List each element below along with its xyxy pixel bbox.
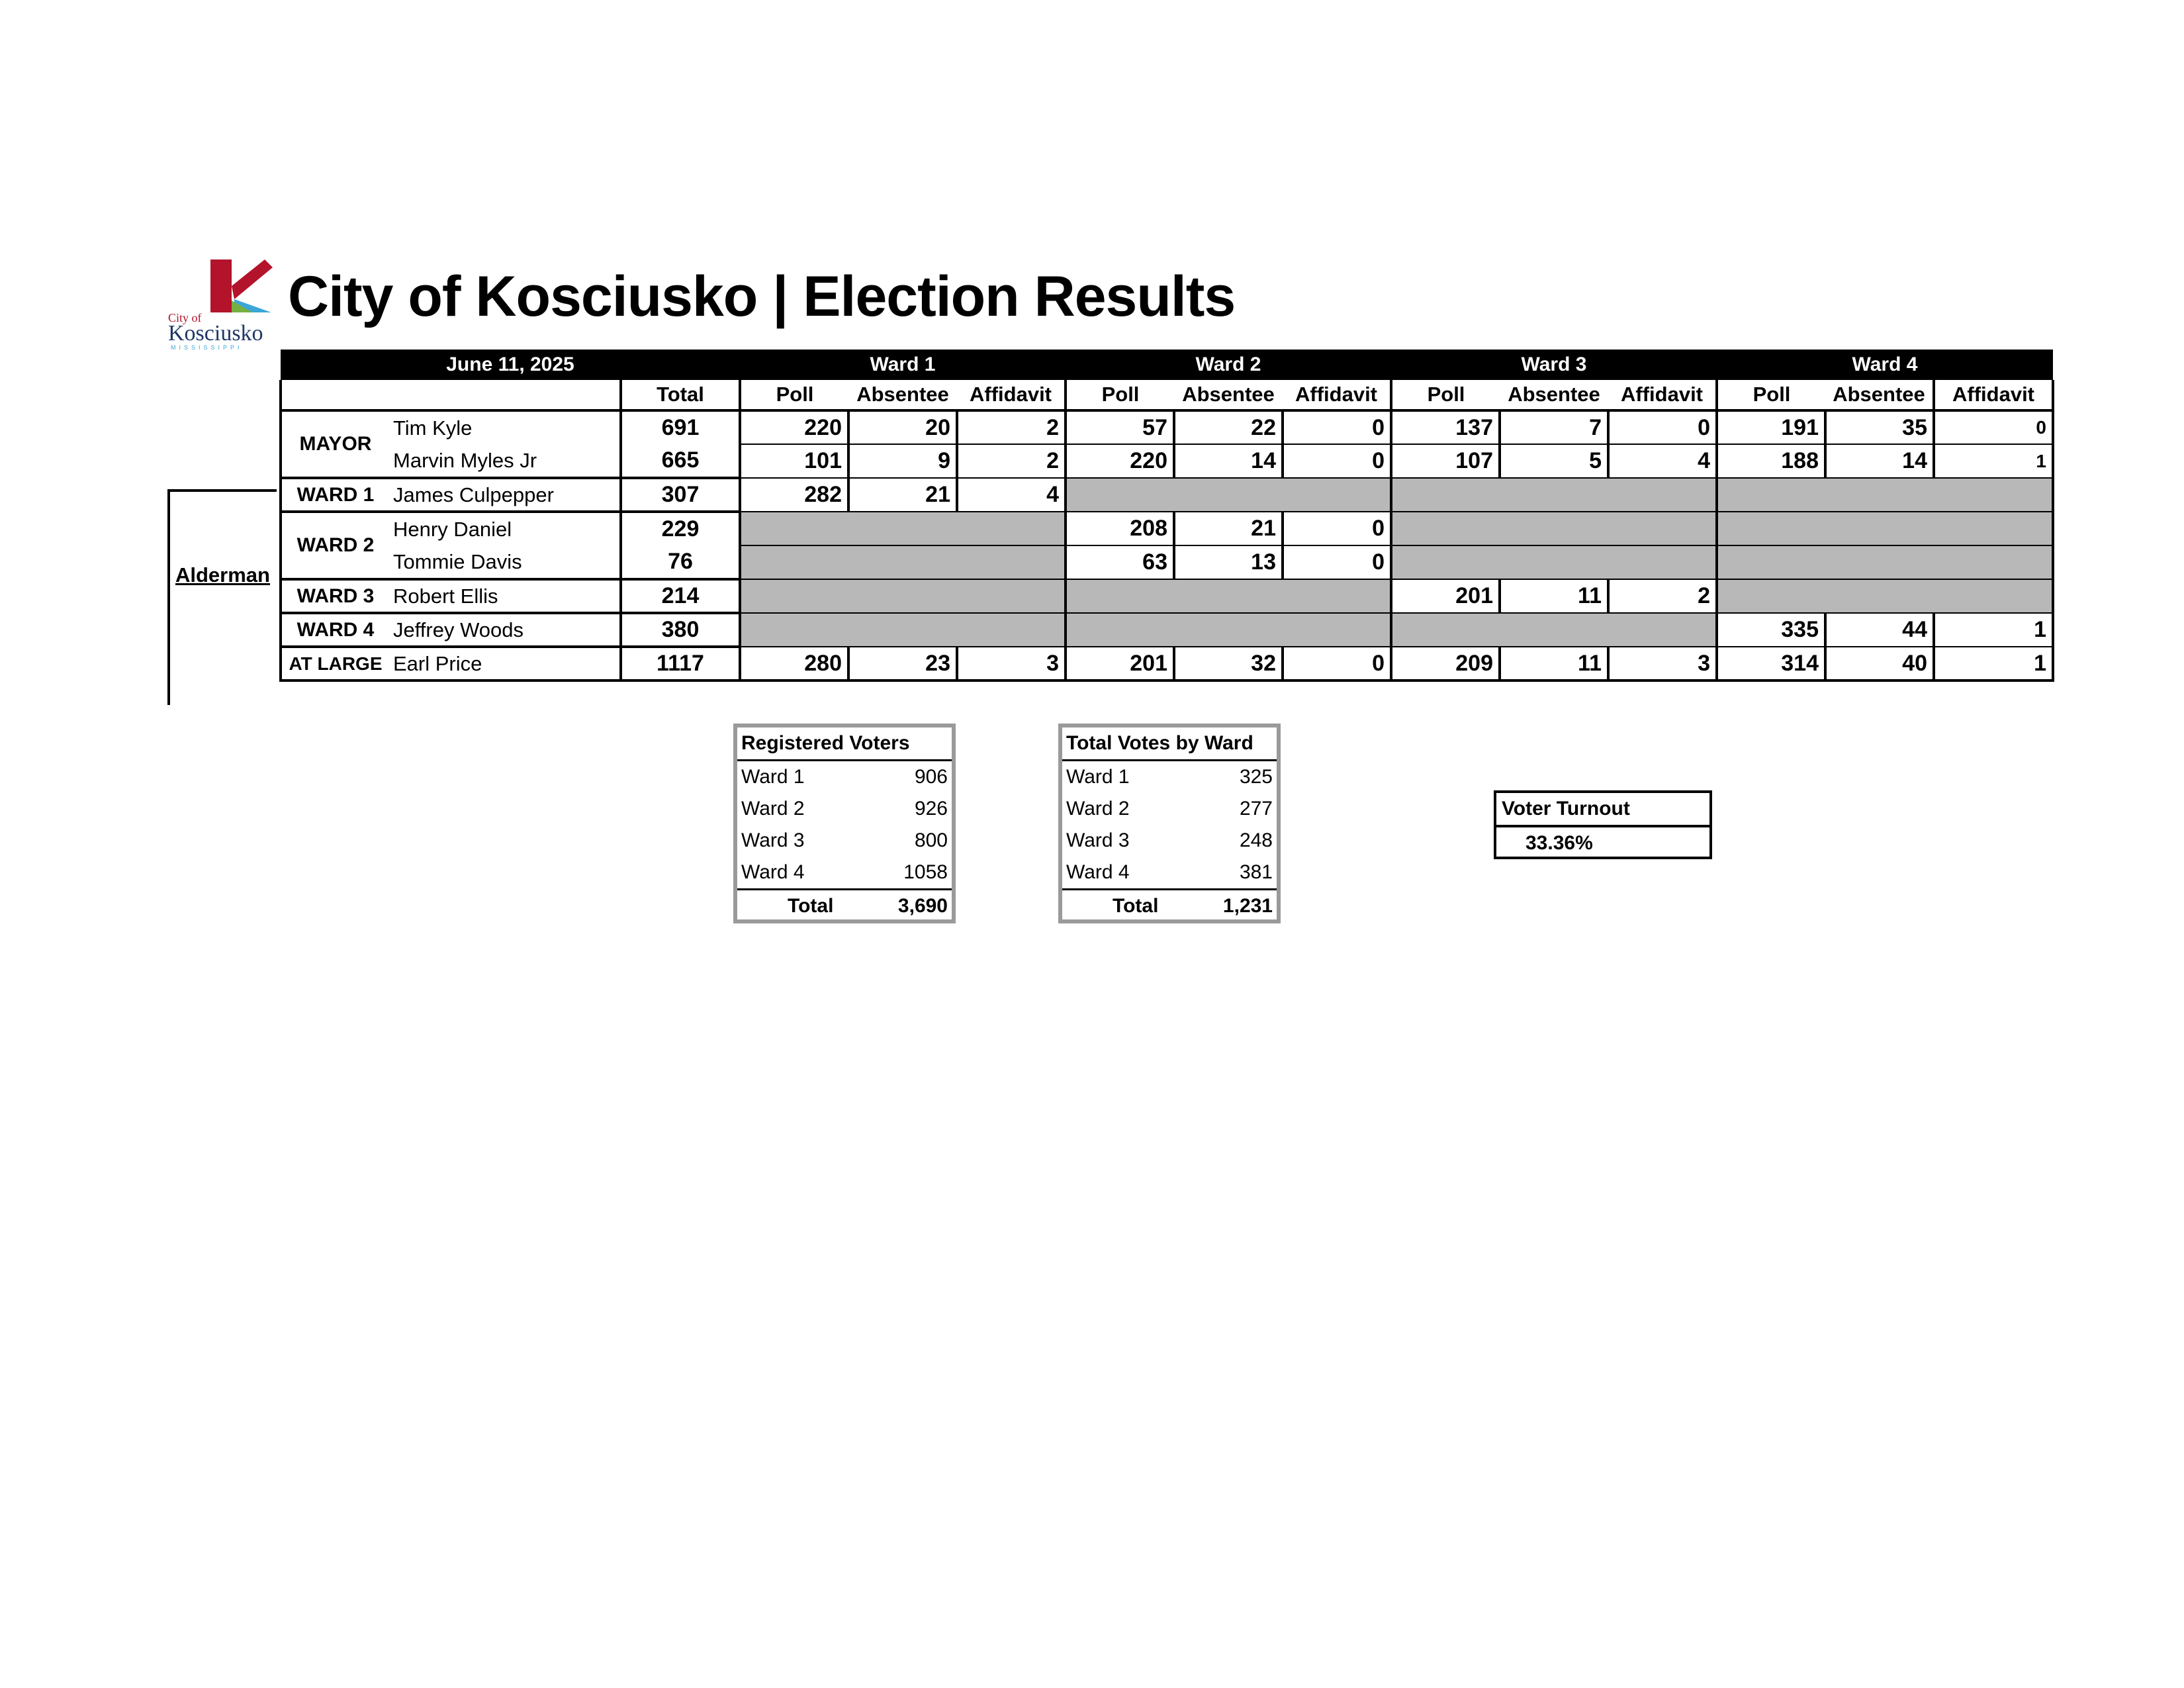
votes-by-ward-box — [1058, 724, 1281, 923]
header-row-wards — [281, 350, 2053, 380]
total-label: Total — [788, 895, 834, 917]
col-header: Affidavit — [957, 380, 1066, 410]
vote-count: 101 — [740, 444, 848, 478]
results-body — [281, 410, 2053, 680]
vote-count: 4 — [957, 478, 1066, 512]
empty-cell — [1608, 545, 1717, 579]
logo-city-of: City of — [168, 311, 202, 324]
ward-label: Ward 3 — [1066, 829, 1130, 851]
votes-row — [1062, 857, 1277, 888]
candidate-name: Tim Kyle — [389, 410, 621, 444]
empty-cell — [1391, 613, 1500, 647]
empty-cell — [1283, 478, 1391, 512]
alderman-bracket — [167, 489, 277, 705]
registered-voters-title-text: Registered Voters — [741, 732, 910, 754]
vote-count: 0 — [1934, 410, 2053, 444]
blank-header — [389, 380, 621, 410]
ward-label: Ward 2 — [741, 798, 805, 820]
vote-count: 107 — [1391, 444, 1500, 478]
vote-count: 2 — [957, 444, 1066, 478]
registered-row — [737, 857, 952, 888]
page-title: City of Kosciusko | Election Results — [288, 265, 1236, 328]
col-header: Poll — [1066, 380, 1174, 410]
registered-row — [737, 761, 952, 793]
candidate-row — [281, 410, 2053, 444]
empty-cell — [1174, 478, 1283, 512]
empty-cell — [957, 613, 1066, 647]
empty-cell — [1717, 545, 1825, 579]
total-label: Total — [1113, 895, 1159, 917]
vote-count: 11 — [1500, 647, 1608, 680]
vote-count: 7 — [1500, 410, 1608, 444]
vote-count: 32 — [1174, 647, 1283, 680]
col-header: Absentee — [1500, 380, 1608, 410]
vote-count: 280 — [740, 647, 848, 680]
vote-count: 2 — [1608, 579, 1717, 613]
vote-count: 220 — [740, 410, 848, 444]
empty-cell — [848, 512, 957, 545]
vote-count: 208 — [1066, 512, 1174, 545]
candidate-total: 380 — [621, 613, 740, 647]
ward-label: Ward 1 — [1066, 766, 1130, 788]
empty-cell — [1934, 545, 2053, 579]
vote-count: 0 — [1283, 444, 1391, 478]
empty-cell — [1500, 512, 1608, 545]
registered-row — [737, 793, 952, 825]
votes-row — [1062, 793, 1277, 825]
logo-state: MISSISSIPPI — [171, 344, 243, 351]
registered-total-row — [737, 888, 952, 922]
registered-voters-title — [737, 727, 952, 761]
vote-count: 0 — [1608, 410, 1717, 444]
col-header: Affidavit — [1283, 380, 1391, 410]
empty-cell — [848, 579, 957, 613]
ward-value: 926 — [914, 798, 948, 820]
ward-value: 325 — [1239, 766, 1273, 788]
candidate-name: Robert Ellis — [389, 579, 621, 613]
col-header: Poll — [740, 380, 848, 410]
empty-cell — [1391, 545, 1500, 579]
ward-label: Ward 1 — [741, 766, 805, 788]
ward-header: Ward 4 — [1717, 350, 2053, 380]
vote-count: 4 — [1608, 444, 1717, 478]
vote-count: 35 — [1825, 410, 1934, 444]
ward-value: 277 — [1239, 798, 1273, 820]
vote-count: 201 — [1066, 647, 1174, 680]
empty-cell — [1066, 613, 1174, 647]
empty-cell — [957, 512, 1066, 545]
col-header: Affidavit — [1608, 380, 1717, 410]
votes-by-ward-title — [1062, 727, 1277, 761]
col-header: Absentee — [848, 380, 957, 410]
vote-count: 3 — [1608, 647, 1717, 680]
office-label: WARD 1 — [281, 478, 389, 512]
vote-count: 23 — [848, 647, 957, 680]
vote-count: 44 — [1825, 613, 1934, 647]
alderman-label: Alderman — [175, 563, 270, 586]
votes-row — [1062, 761, 1277, 793]
vote-count: 188 — [1717, 444, 1825, 478]
candidate-name: Marvin Myles Jr — [393, 448, 537, 472]
vote-count: 1 — [1934, 647, 2053, 680]
empty-cell — [1500, 613, 1608, 647]
vote-count: 9 — [848, 444, 957, 478]
ward-value: 381 — [1239, 861, 1273, 883]
empty-cell — [1825, 478, 1934, 512]
empty-cell — [1500, 478, 1608, 512]
vote-count: 0 — [1283, 410, 1391, 444]
office-label: WARD 4 — [281, 613, 389, 647]
ward-label: Ward 4 — [741, 861, 805, 883]
blank-header — [281, 380, 389, 410]
city-logo — [165, 240, 279, 352]
empty-cell — [1825, 545, 1934, 579]
empty-cell — [1174, 579, 1283, 613]
ward-header: Ward 1 — [740, 350, 1066, 380]
vote-count: 1 — [1934, 613, 2053, 647]
candidate-row — [281, 613, 2053, 647]
candidate-row — [281, 579, 2053, 613]
votes-by-ward-title-text: Total Votes by Ward — [1066, 732, 1253, 754]
vote-count: 314 — [1717, 647, 1825, 680]
vote-count: 191 — [1717, 410, 1825, 444]
ward-value: 906 — [914, 766, 948, 788]
ward-label: Ward 4 — [1066, 861, 1130, 883]
empty-cell — [1825, 512, 1934, 545]
vote-count: 20 — [848, 410, 957, 444]
candidate-name: Henry Daniel — [389, 512, 621, 545]
empty-cell — [1608, 512, 1717, 545]
logo-name: Kosciusko — [168, 321, 263, 346]
office-label: WARD 3 — [281, 579, 389, 613]
voter-turnout-value: 33.36% — [1525, 832, 1593, 854]
vote-count: 0 — [1283, 647, 1391, 680]
empty-cell — [1717, 512, 1825, 545]
vote-count: 13 — [1174, 545, 1283, 579]
candidate-name: James Culpepper — [389, 478, 621, 512]
vote-count: 11 — [1500, 579, 1608, 613]
vote-count: 14 — [1825, 444, 1934, 478]
empty-cell — [1283, 613, 1391, 647]
ward-label: Ward 2 — [1066, 798, 1130, 820]
ward-value: 800 — [914, 829, 948, 851]
empty-cell — [1391, 478, 1500, 512]
col-header: Poll — [1391, 380, 1500, 410]
vote-count: 137 — [1391, 410, 1500, 444]
results-table — [279, 350, 2054, 682]
vote-count: 3 — [957, 647, 1066, 680]
header-row-columns — [281, 380, 2053, 410]
empty-cell — [1934, 478, 2053, 512]
col-header: Affidavit — [1934, 380, 2053, 410]
empty-cell — [848, 613, 957, 647]
candidate-row — [281, 545, 2053, 579]
registered-voters-box — [733, 724, 956, 923]
registered-row — [737, 825, 952, 857]
empty-cell — [1825, 579, 1934, 613]
candidate-total: 214 — [621, 579, 740, 613]
empty-cell — [1283, 579, 1391, 613]
candidate-name: Jeffrey Woods — [389, 613, 621, 647]
vote-count: 209 — [1391, 647, 1500, 680]
empty-cell — [1608, 613, 1717, 647]
vote-count: 220 — [1066, 444, 1174, 478]
empty-cell — [740, 545, 848, 579]
votes-row — [1062, 825, 1277, 857]
candidate-total: 665 — [621, 444, 740, 478]
ward-value: 1058 — [903, 861, 948, 883]
logo-red-arm — [232, 259, 273, 299]
voter-turnout-box — [1494, 790, 1712, 859]
vote-count: 63 — [1066, 545, 1174, 579]
vote-count: 0 — [1283, 512, 1391, 545]
empty-cell — [957, 579, 1066, 613]
logo-red-stem — [210, 259, 232, 312]
empty-cell — [1717, 478, 1825, 512]
vote-count: 22 — [1174, 410, 1283, 444]
candidate-total: 691 — [621, 410, 740, 444]
candidate-total: 229 — [621, 512, 740, 545]
candidate-name: Tommie Davis — [393, 549, 522, 573]
vote-count: 282 — [740, 478, 848, 512]
vote-count: 21 — [848, 478, 957, 512]
office-label: AT LARGE — [281, 647, 389, 680]
empty-cell — [1174, 613, 1283, 647]
col-header: Absentee — [1174, 380, 1283, 410]
vote-count: 21 — [1174, 512, 1283, 545]
candidate-total: 76 — [621, 545, 740, 579]
vote-count: 201 — [1391, 579, 1500, 613]
vote-count: 335 — [1717, 613, 1825, 647]
empty-cell — [1391, 512, 1500, 545]
ward-label: Ward 3 — [741, 829, 805, 851]
empty-cell — [957, 545, 1066, 579]
candidate-row — [281, 512, 2053, 545]
empty-cell — [740, 579, 848, 613]
candidate-name: Earl Price — [389, 647, 621, 680]
col-header: Absentee — [1825, 380, 1934, 410]
candidate-total: 307 — [621, 478, 740, 512]
ward-header: Ward 3 — [1391, 350, 1717, 380]
vote-count: 40 — [1825, 647, 1934, 680]
vote-count: 14 — [1174, 444, 1283, 478]
voter-turnout-label: Voter Turnout — [1496, 793, 1709, 827]
empty-cell — [1934, 579, 2053, 613]
date-header — [281, 350, 740, 380]
empty-cell — [1066, 579, 1174, 613]
empty-cell — [1066, 478, 1174, 512]
vote-count: 57 — [1066, 410, 1174, 444]
empty-cell — [740, 512, 848, 545]
candidate-row — [281, 647, 2053, 680]
candidate-total: 1117 — [621, 647, 740, 680]
office-label: WARD 2 — [281, 512, 389, 579]
empty-cell — [848, 545, 957, 579]
total-value: 1,231 — [1222, 895, 1273, 917]
empty-cell — [740, 613, 848, 647]
vote-count: 2 — [957, 410, 1066, 444]
empty-cell — [1717, 579, 1825, 613]
total-header: Total — [621, 380, 740, 410]
candidate-row — [281, 478, 2053, 512]
date-label: June 11, 2025 — [446, 353, 574, 375]
empty-cell — [1608, 478, 1717, 512]
vote-count: 0 — [1283, 545, 1391, 579]
vote-count: 5 — [1500, 444, 1608, 478]
empty-cell — [1500, 545, 1608, 579]
votes-total-row — [1062, 888, 1277, 922]
ward-value: 248 — [1239, 829, 1273, 851]
col-header: Poll — [1717, 380, 1825, 410]
candidate-row — [281, 444, 2053, 478]
ward-header: Ward 2 — [1066, 350, 1391, 380]
empty-cell — [1934, 512, 2053, 545]
total-value: 3,690 — [897, 895, 948, 917]
vote-count: 1 — [1934, 444, 2053, 478]
office-label: MAYOR — [281, 410, 389, 478]
